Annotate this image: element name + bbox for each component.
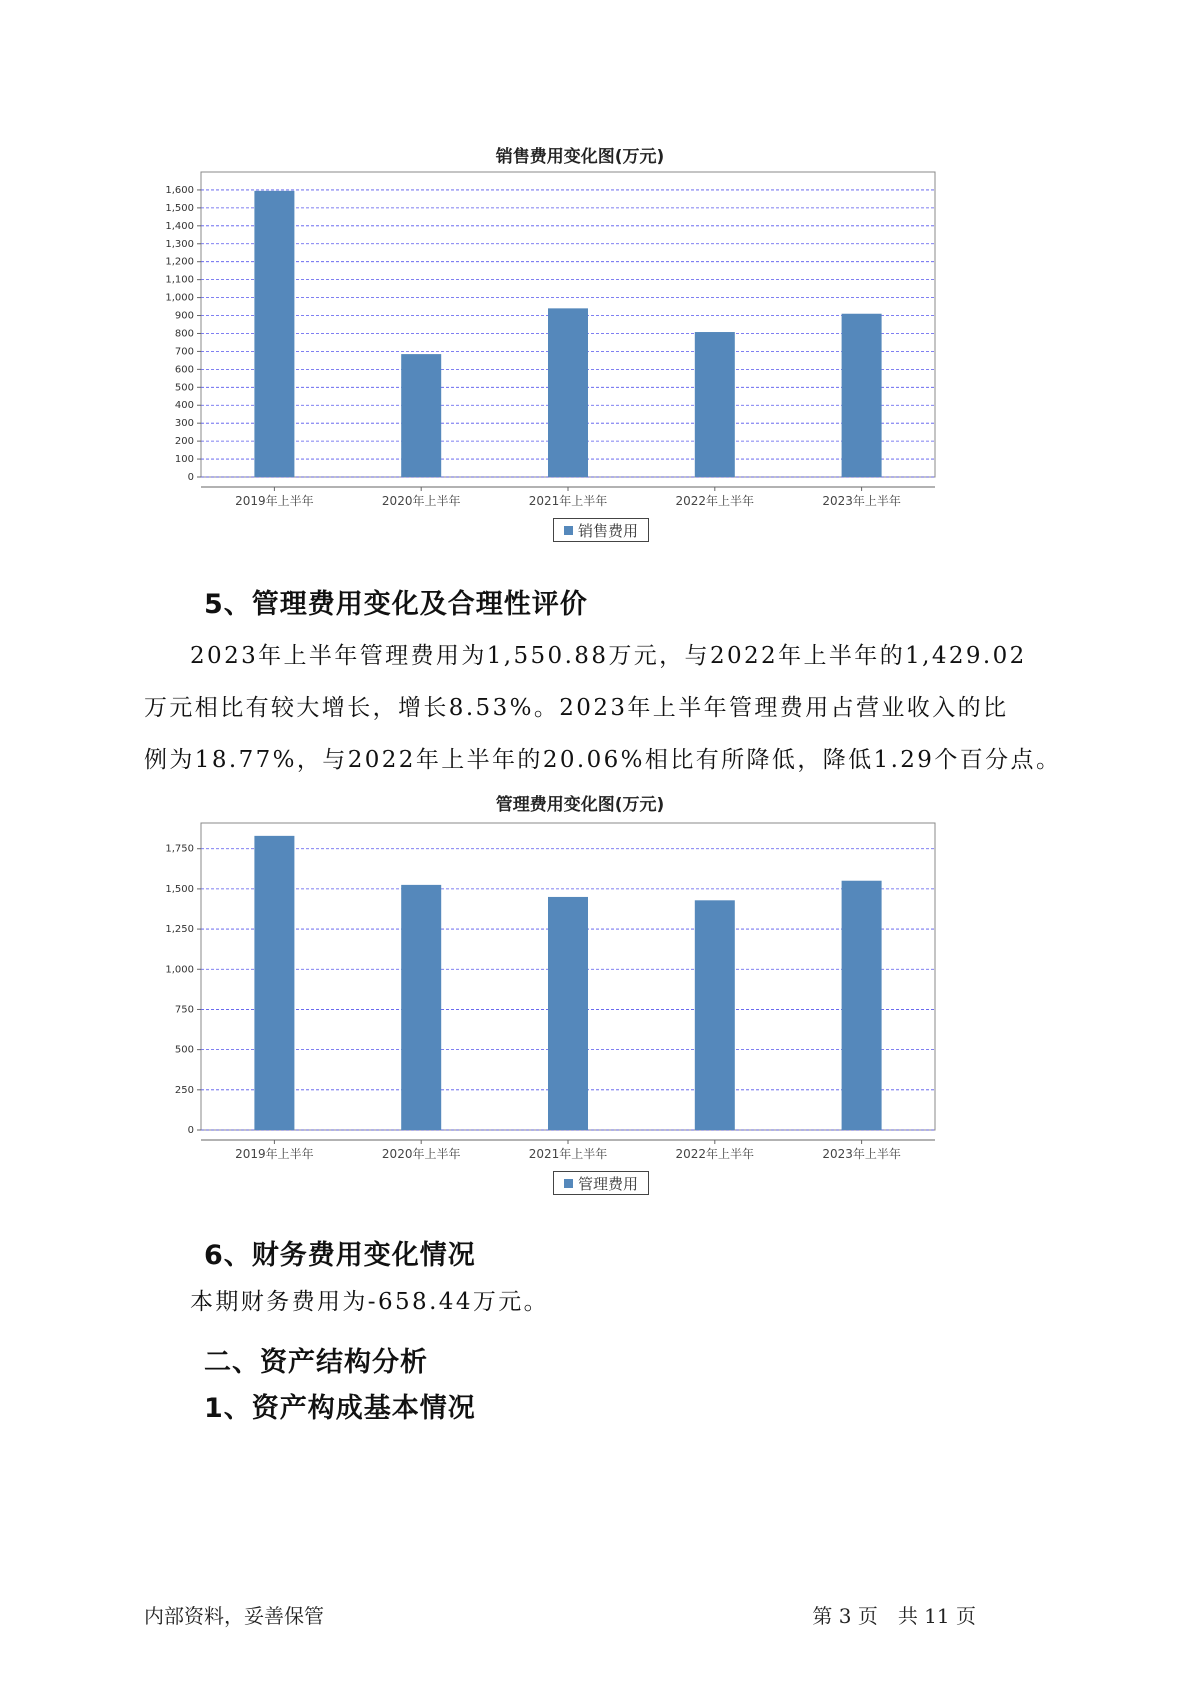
x-tick-label: 2021年上半年 (528, 1147, 608, 1161)
footer-page-number: 第 3 页 共 11 页 (812, 1604, 976, 1628)
paragraph-line: 本期财务费用为-658.44万元。 (190, 1289, 550, 1315)
y-tick-label: 1,200 (165, 256, 194, 268)
legend-swatch (564, 1179, 573, 1188)
y-tick-label: 1,400 (165, 220, 194, 232)
y-tick-label: 0 (187, 1125, 194, 1136)
y-tick-label: 1,500 (165, 202, 194, 214)
y-tick-label: 700 (174, 346, 194, 358)
x-tick-label: 2019年上半年 (235, 1147, 314, 1161)
paragraph-line: 万元相比有较大增长，增长8.53%。2023年上半年管理费用占营业收入的比 (144, 695, 1009, 721)
paragraph-line: 2023年上半年管理费用为1,550.88万元，与2022年上半年的1,429.02 (190, 643, 1027, 669)
bar (842, 881, 882, 1130)
y-tick-label: 1,750 (165, 843, 194, 855)
footer-left: 内部资料，妥善保管 (144, 1604, 324, 1628)
x-tick-label: 2023年上半年 (822, 494, 901, 508)
bar (254, 191, 294, 477)
x-tick-label: 2022年上半年 (675, 1147, 755, 1161)
y-tick-label: 1,600 (165, 184, 194, 196)
y-tick-label: 400 (174, 400, 194, 412)
y-tick-label: 500 (174, 382, 194, 394)
y-tick-label: 300 (174, 418, 194, 430)
admin-expense-chart (140, 790, 1020, 1210)
y-tick-label: 900 (174, 310, 194, 322)
chart-plot (140, 790, 1020, 1210)
x-tick-label: 2022年上半年 (675, 494, 755, 508)
bar (401, 885, 441, 1130)
legend-swatch (564, 526, 573, 535)
y-tick-label: 1,000 (165, 964, 194, 976)
section5-paragraph (144, 630, 1062, 786)
y-tick-label: 100 (174, 454, 194, 466)
section-heading-two: 二、资产结构分析 (204, 1347, 428, 1378)
legend-label: 管理费用 (577, 1174, 638, 1193)
x-tick-label: 2019年上半年 (235, 494, 314, 508)
bar (842, 314, 882, 477)
chart-legend (553, 518, 649, 542)
paragraph-line: 例为18.77%，与2022年上半年的20.06%相比有所降低，降低1.29个百分点。 (144, 747, 1062, 773)
y-tick-label: 1,000 (165, 292, 194, 304)
y-tick-label: 750 (174, 1004, 194, 1016)
chart-title: 管理费用变化图(万元) (495, 795, 665, 815)
section6-paragraph (144, 1276, 1044, 1328)
y-tick-label: 500 (174, 1044, 194, 1056)
chart-legend (553, 1171, 649, 1195)
section-heading-two-1: 1、资产构成基本情况 (204, 1393, 476, 1424)
bar (254, 836, 294, 1130)
x-tick-label: 2020年上半年 (381, 494, 461, 508)
y-tick-label: 800 (174, 328, 194, 340)
bar (695, 900, 735, 1130)
y-tick-label: 1,250 (165, 924, 194, 936)
bar (548, 897, 588, 1130)
x-tick-label: 2023年上半年 (822, 1147, 901, 1161)
chart-plot (140, 142, 1020, 552)
chart-title: 销售费用变化图(万元) (495, 147, 665, 167)
y-tick-label: 250 (174, 1084, 194, 1096)
y-tick-label: 1,300 (165, 238, 194, 250)
x-tick-label: 2020年上半年 (381, 1147, 461, 1161)
legend-label: 销售费用 (577, 521, 638, 540)
x-tick-label: 2021年上半年 (528, 494, 608, 508)
section-heading-5: 5、管理费用变化及合理性评价 (204, 589, 588, 620)
bar (401, 354, 441, 477)
bar (695, 332, 735, 477)
y-tick-label: 1,100 (165, 274, 194, 286)
y-tick-label: 200 (174, 436, 194, 448)
bar (548, 308, 588, 477)
y-tick-label: 1,500 (165, 883, 194, 895)
y-tick-label: 0 (187, 472, 194, 483)
section-heading-6: 6、财务费用变化情况 (204, 1240, 476, 1271)
y-tick-label: 600 (174, 364, 194, 376)
sales-expense-chart (140, 142, 1020, 552)
